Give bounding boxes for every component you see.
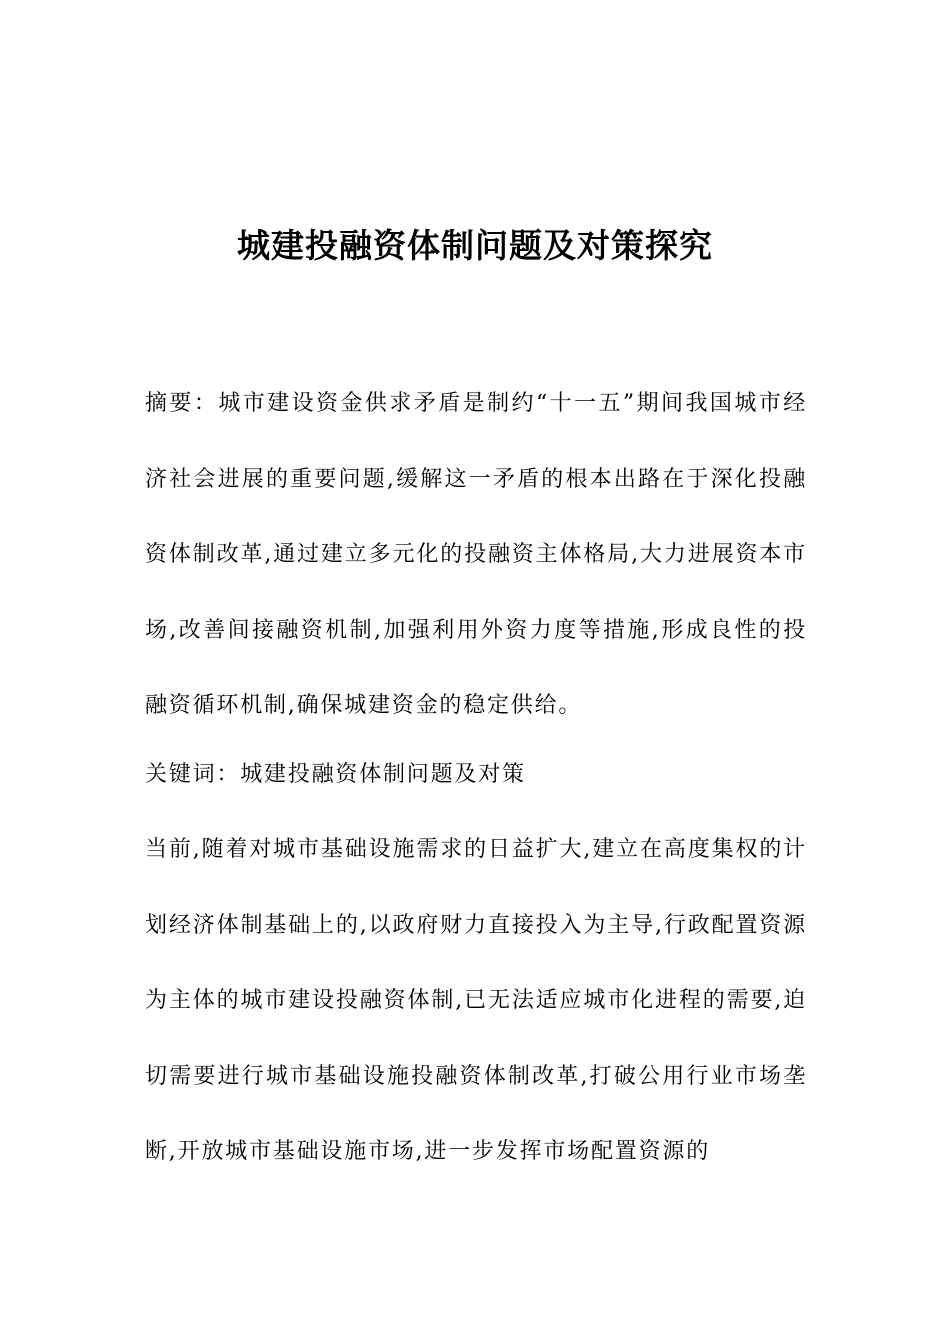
keywords-paragraph xyxy=(145,737,807,813)
keywords-label: 关键词： xyxy=(145,762,241,787)
intro-paragraph: 当前,随着对城市基础设施需求的日益扩大,建立在高度集权的计划经济体制基础上的,以政府财力直接投入为主导,行政配置资源为主体的城市建设投融资体制,已无法适应城市化进程的需要,迫切需要进行城市基础设施投融资体制改革,打破公用行业市场垄断,开放城市基础设施市场,进一步发挥市场配置资源的 xyxy=(145,837,807,1164)
abstract-paragraph xyxy=(145,366,807,744)
keywords-text: 城建投融资体制问题及对策 xyxy=(240,762,526,787)
abstract-label: 摘要： xyxy=(145,391,219,416)
abstract-text: 城市建设资金供求矛盾是制约“十一五”期间我国城市经济社会进展的重要问题,缓解这一矛盾的根本出路在于深化投融资体制改革,通过建立多元化的投融资主体格局,大力进展资本市场,改善间接融资机制,加强利用外资力度等措施,形成良性的投融资循环机制,确保城建资金的稳定供给。 xyxy=(145,391,808,718)
document-title: 城建投融资体制问题及对策探究 xyxy=(237,226,713,265)
